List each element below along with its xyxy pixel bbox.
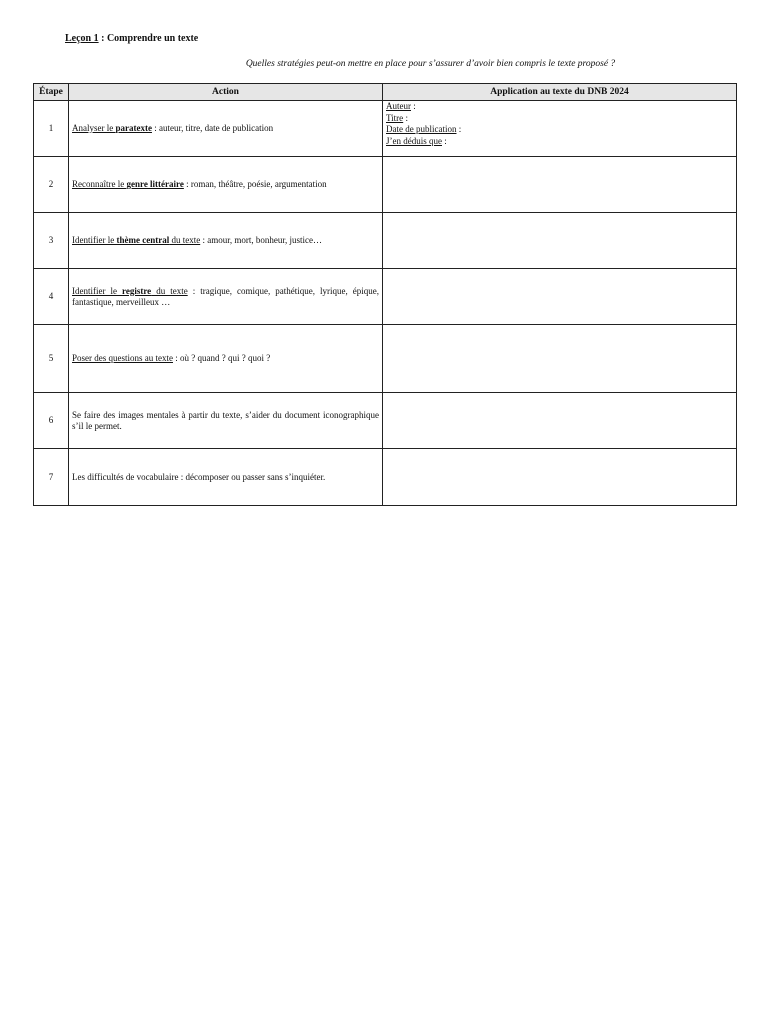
strategy-table [33,83,737,506]
step-number: 4 [34,269,69,325]
table-row [34,325,737,393]
action-text: : où ? quand ? qui ? quoi ? [172,353,271,363]
application-cell [383,157,737,213]
step-number: 7 [34,449,69,506]
action-text: Poser des questions au texte [72,353,173,363]
application-field-separator: : [442,135,447,146]
action-text: : amour, mort, bonheur, justice… [200,235,322,245]
application-cell [383,449,737,506]
lesson-title [65,33,198,44]
step-number: 3 [34,213,69,269]
table-row [34,269,737,325]
application-field-label: Titre [386,112,404,123]
application-cell [383,101,737,157]
guiding-question: Quelles stratégies peut-on mettre en place pour s’assurer d’avoir bien compris le texte proposé ? [245,59,616,69]
action-cell [69,157,383,213]
action-text: paratexte [115,123,152,133]
table-row [34,449,737,506]
action-cell [69,101,383,157]
step-number: 6 [34,393,69,449]
action-cell [69,213,383,269]
application-field [386,113,733,125]
action-text: Les difficultés de vocabulaire : décomposer ou passer sans s’inquiéter. [72,471,326,482]
application-cell [383,213,737,269]
application-field-separator: : [456,124,462,134]
action-cell [69,393,383,449]
column-header-action: Action [69,84,383,101]
step-number: 2 [34,157,69,213]
table-row [34,101,737,157]
application-field-separator: : [403,112,408,123]
action-text: : tragique, comique, pathétique, lyrique, épique, fantastique, merveilleux … [72,285,379,307]
action-cell [69,325,383,393]
action-cell [69,269,383,325]
action-text: Se faire des images mentales à partir du texte, s’aider du document iconographique s’il le permet. [72,409,379,431]
action-text: : roman, théâtre, poésie, argumentation [183,179,327,189]
application-cell [383,393,737,449]
application-field-label: J’en déduis que [386,135,442,146]
application-cell [383,269,737,325]
application-field-separator: : [411,101,416,111]
action-text: du texte [151,285,188,296]
table-body [34,101,737,506]
column-header-application: Application au texte du DNB 2024 [383,84,737,101]
step-number: 1 [34,101,69,157]
action-text: : auteur, titre, date de publication [151,123,274,133]
action-text: genre littéraire [126,179,184,189]
table-row [34,213,737,269]
action-text: Identifier le [72,285,123,296]
step-number: 5 [34,325,69,393]
table-row [34,393,737,449]
application-field [386,136,733,148]
application-field [386,101,733,113]
lesson-label: Leçon 1 [65,33,99,44]
action-cell [69,449,383,506]
column-header-etape: Étape [34,84,69,101]
action-text: thème central [116,235,170,245]
action-text: Identifier le [72,235,117,245]
application-cell [383,325,737,393]
action-text: registre [122,285,152,296]
application-field [386,124,733,136]
lesson-title-rest: : Comprendre un texte [98,33,199,44]
table-row [34,157,737,213]
action-text: du texte [169,235,201,245]
table-header-row [34,84,737,101]
application-field-label: Date de publication [386,124,457,134]
application-field-label: Auteur [386,101,411,111]
action-text: Reconnaître le [72,179,127,189]
action-text: Analyser le [72,123,116,133]
